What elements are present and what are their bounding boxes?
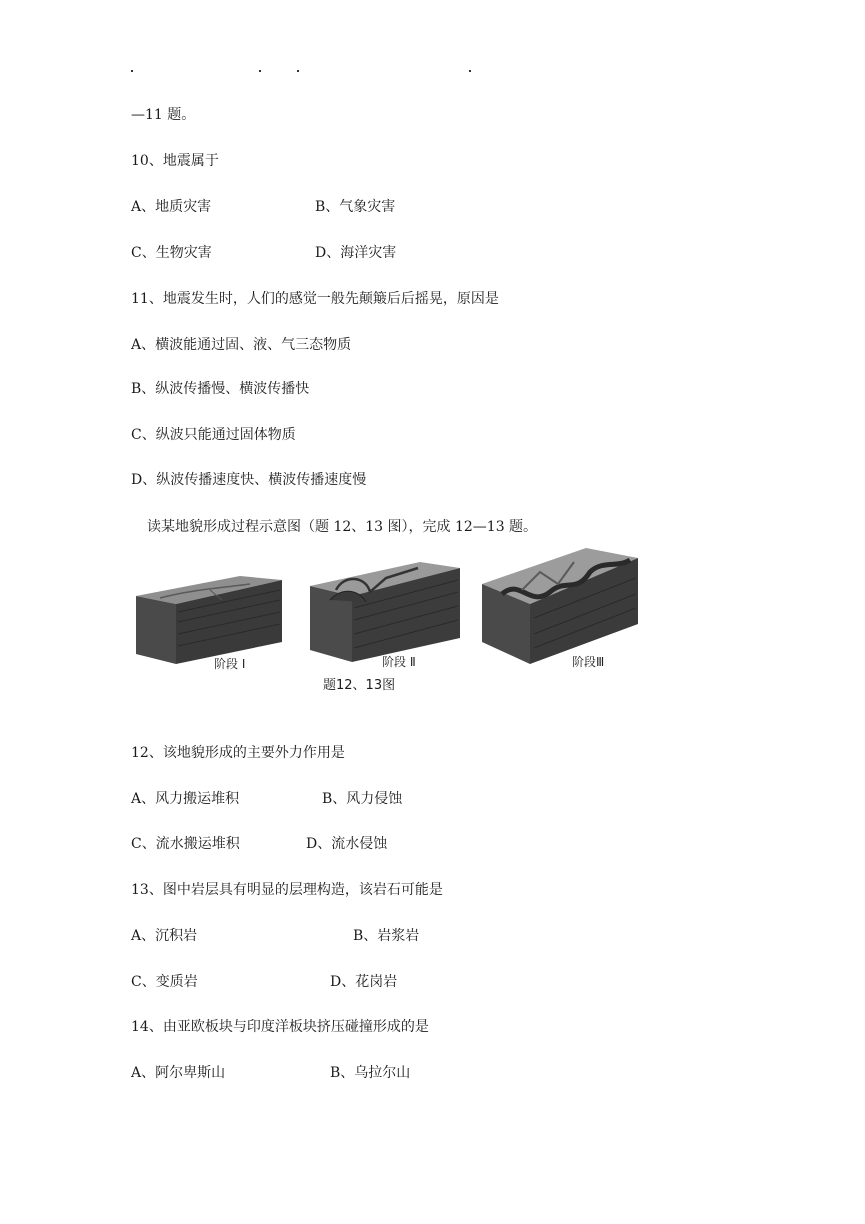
dot [131,70,133,72]
header-dots [131,64,476,74]
q12-option-d: D、流水侵蚀 [306,836,388,852]
stage3-block [482,548,638,664]
stage1-block [136,576,282,664]
q11-stem: 11、地震发生时，人们的感觉一般先颠簸后后摇晃，原因是 [131,291,499,307]
intro-tail: —11 题。 [131,107,196,123]
q11-option-a: A、横波能通过固、液、气三态物质 [131,337,352,353]
q12-option-a: A、风力搬运堆积 [131,791,240,807]
dot [259,70,261,72]
q13-option-a: A、沉积岩 [131,928,198,944]
q11-option-d: D、纵波传播速度快、横波传播速度慢 [131,472,367,488]
reading-intro: 读某地貌形成过程示意图（题 12、13 图），完成 12—13 题。 [147,519,538,535]
q11-option-c: C、纵波只能通过固体物质 [131,427,296,443]
q13-option-d: D、花岗岩 [330,974,398,990]
q10-option-c: C、生物灾害 [131,245,212,261]
q14-stem: 14、由亚欧板块与印度洋板块挤压碰撞形成的是 [131,1019,429,1035]
q13-stem: 13、图中岩层具有明显的层理构造，该岩石可能是 [131,882,443,898]
dot [469,70,471,72]
q10-option-d: D、海洋灾害 [315,245,397,261]
q11-option-b: B、纵波传播慢、横波传播快 [131,381,310,397]
stage2-label: 阶段 Ⅱ [382,655,416,669]
stage1-label: 阶段 Ⅰ [214,657,246,671]
q10-stem: 10、地震属于 [131,153,219,169]
q14-option-a: A、阿尔卑斯山 [131,1065,226,1081]
figure-caption: 题12、13图 [323,678,396,693]
stage3-label: 阶段Ⅲ [572,655,605,669]
q13-option-b: B、岩浆岩 [353,928,420,944]
q12-option-c: C、流水搬运堆积 [131,836,240,852]
dot [297,70,299,72]
q10-option-a: A、地质灾害 [131,199,212,215]
stage2-block [310,562,460,662]
q10-option-b: B、气象灾害 [315,199,396,215]
q12-stem: 12、该地貌形成的主要外力作用是 [131,745,345,761]
q14-option-b: B、乌拉尔山 [330,1065,411,1081]
q13-option-c: C、变质岩 [131,974,198,990]
q12-option-b: B、风力侵蚀 [322,791,403,807]
